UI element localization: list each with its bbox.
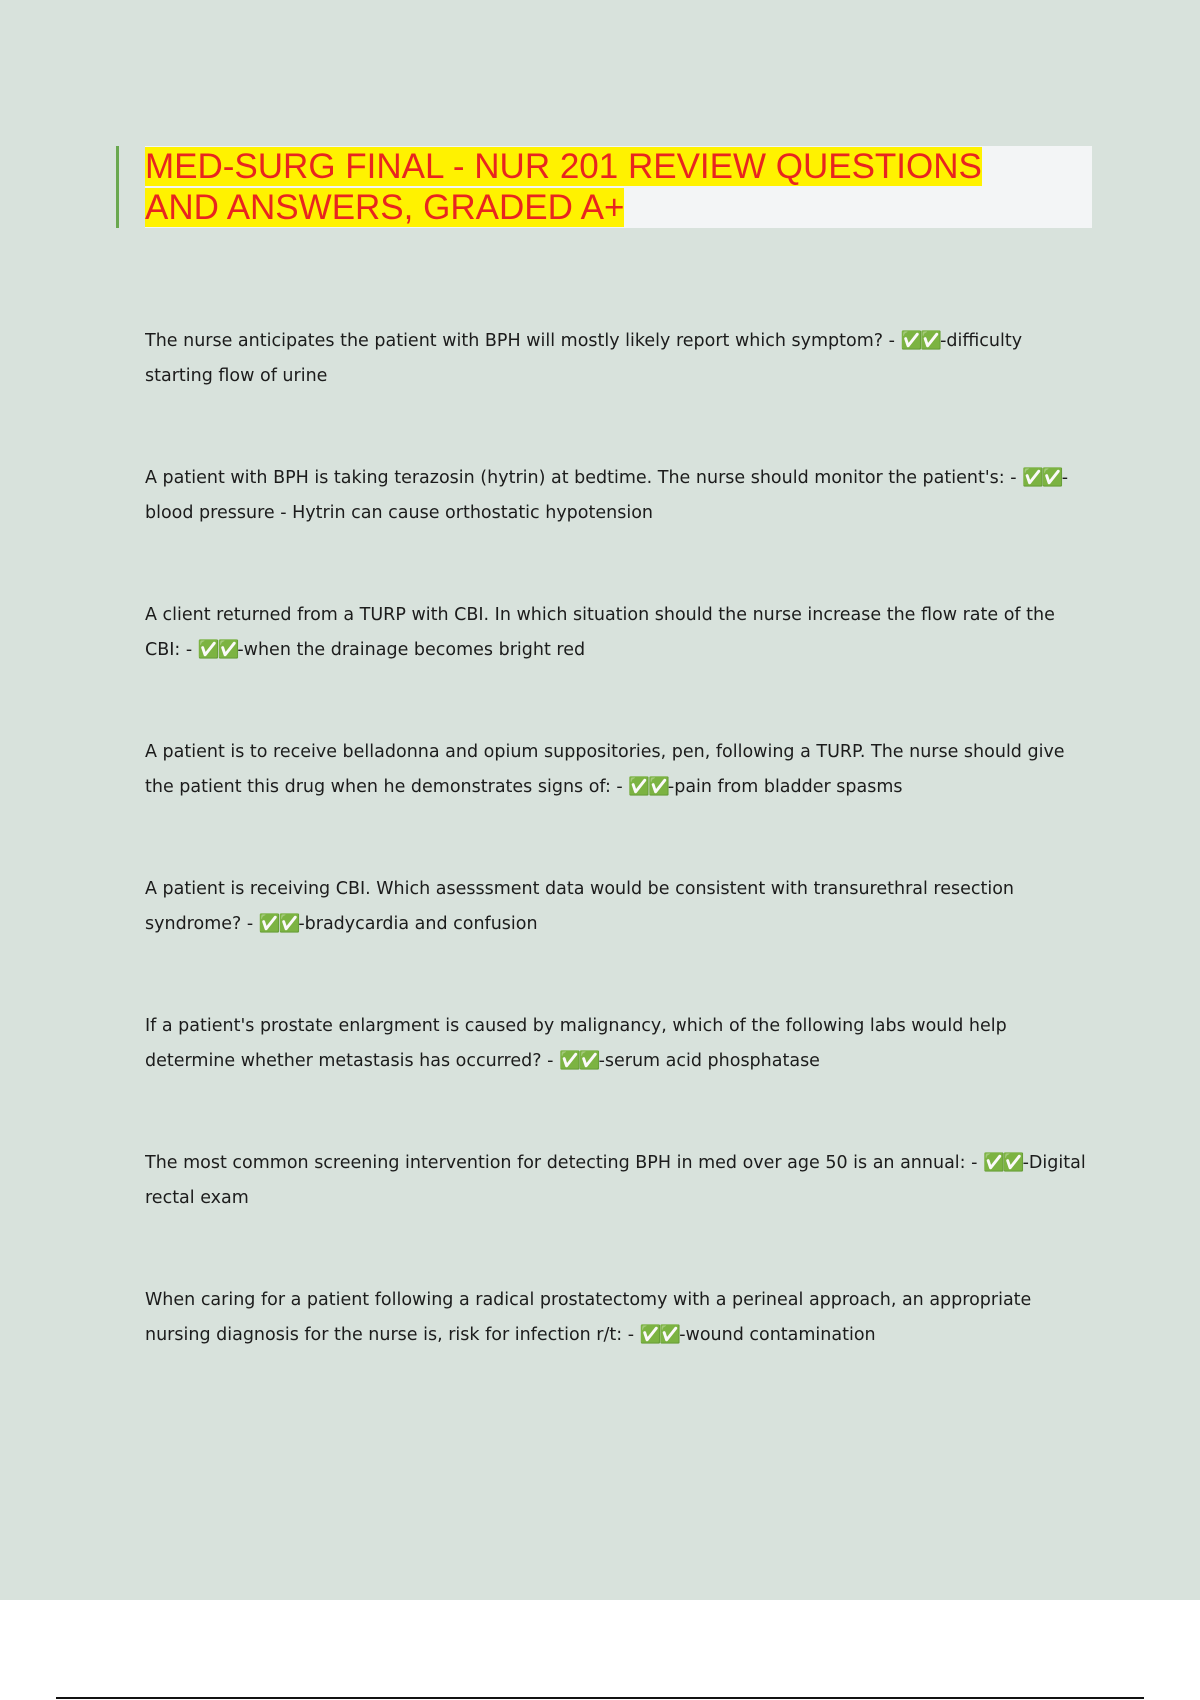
qa-item <box>145 598 1090 672</box>
double-check-icon: ✅✅ <box>558 1051 599 1071</box>
qa-item <box>145 461 1090 535</box>
question-text: When caring for a patient following a radical prostatectomy with a perineal approach, an appropriate nursing diagnosis for the nurse is, risk for infection r/t: - <box>145 1290 1032 1345</box>
double-check-icon: ✅✅ <box>983 1153 1023 1173</box>
footer-divider <box>56 1697 1144 1699</box>
qa-item <box>145 324 1090 398</box>
qa-list <box>145 324 1090 1420</box>
qa-item <box>145 735 1090 809</box>
double-check-icon: ✅✅ <box>628 777 668 797</box>
question-text: The nurse anticipates the patient with BPH will mostly likely report which symptom? - <box>145 331 901 351</box>
title-line-2: AND ANSWERS, GRADED A+ <box>145 188 625 227</box>
qa-item <box>145 1283 1090 1357</box>
double-check-icon: ✅✅ <box>639 1325 680 1345</box>
qa-item <box>145 872 1090 946</box>
answer-text: -pain from bladder spasms <box>667 777 903 797</box>
qa-item <box>145 1146 1090 1220</box>
double-check-icon: ✅✅ <box>197 640 238 660</box>
question-text: A client returned from a TURP with CBI. In which situation should the nurse increase the flow rate of the CBI: - <box>145 605 1055 660</box>
question-text: A patient is receiving CBI. Which asesssment data would be consistent with transurethral resection syndrome? - <box>145 879 1015 934</box>
title-block <box>116 146 1092 228</box>
answer-text: -blood pressure - Hytrin can cause orthostatic hypotension <box>145 468 1069 523</box>
question-text: If a patient's prostate enlargment is caused by malignancy, which of the following labs would help determine whether metastasis has occurred? - <box>145 1016 1007 1071</box>
title-accent-bar <box>116 146 119 228</box>
double-check-icon: ✅✅ <box>1022 468 1062 488</box>
question-text: The most common screening intervention for detecting BPH in med over age 50 is an annual: - <box>145 1153 984 1173</box>
answer-text: -difficulty starting flow of urine <box>145 331 1023 386</box>
answer-text: -wound contamination <box>679 1325 876 1345</box>
question-text: A patient is to receive belladonna and opium suppositories, pen, following a TURP. The nurse should give the patient this drug when he demonstrates signs of: - <box>145 742 1065 797</box>
answer-text: -serum acid phosphatase <box>598 1051 820 1071</box>
qa-item <box>145 1009 1090 1083</box>
answer-text: -Digital rectal exam <box>145 1153 1086 1208</box>
document-title <box>145 146 1085 228</box>
answer-text: -when the drainage becomes bright red <box>237 640 586 660</box>
title-line-1: MED-SURG FINAL - NUR 201 REVIEW QUESTIONS <box>145 147 982 186</box>
answer-text: -bradycardia and confusion <box>298 914 538 934</box>
question-text: A patient with BPH is taking terazosin (hytrin) at bedtime. The nurse should monitor the patient's: - <box>145 468 1023 488</box>
double-check-icon: ✅✅ <box>900 331 941 351</box>
double-check-icon: ✅✅ <box>258 914 299 934</box>
